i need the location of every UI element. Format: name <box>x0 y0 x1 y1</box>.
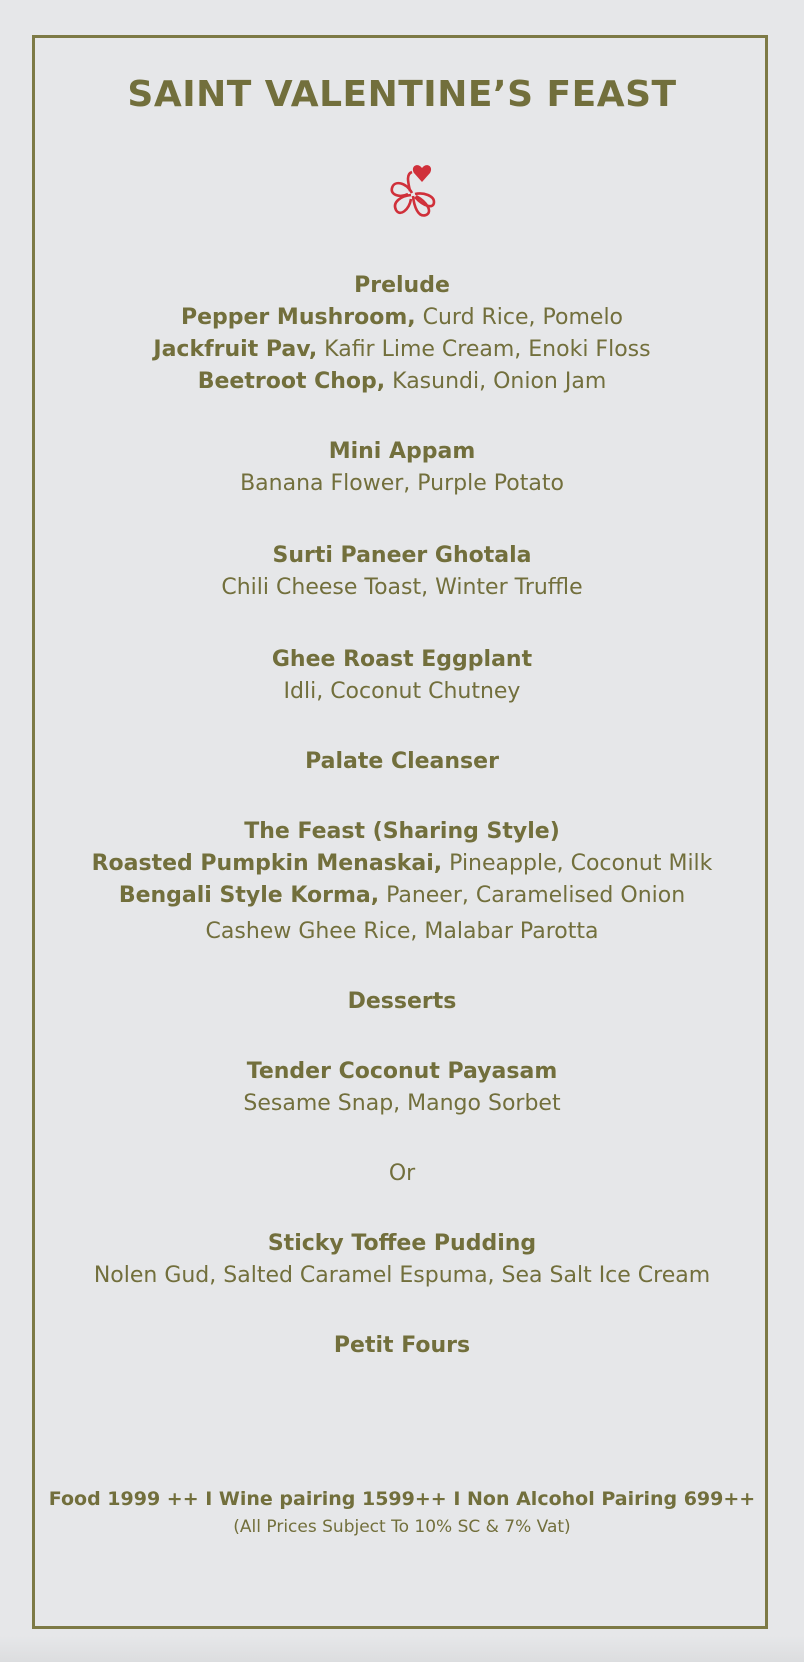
price-footer <box>0 1484 804 1540</box>
course-heading-surti: Surti Paneer Ghotala <box>272 543 532 568</box>
menu-item <box>0 366 804 398</box>
spacer <box>0 948 804 986</box>
course-desc-ghee: Idli, Coconut Chutney <box>283 679 521 704</box>
course-heading-toffee: Sticky Toffee Pudding <box>267 1231 537 1256</box>
menu-item <box>0 848 804 880</box>
course-heading-mini-appam: Mini Appam <box>328 439 476 464</box>
spacer <box>0 500 804 540</box>
spacer <box>0 1190 804 1228</box>
dish-name: Jackfruit Pav, <box>153 337 318 362</box>
dish-desc: Kasundi, Onion Jam <box>385 369 607 394</box>
course-heading-payasam: Tender Coconut Payasam <box>246 1059 558 1084</box>
course-desc-toffee: Nolen Gud, Salted Caramel Espuma, Sea Salt Ice Cream <box>93 1263 711 1288</box>
or-separator: Or <box>388 1161 416 1186</box>
dish-desc: Paneer, Caramelised Onion <box>379 883 686 908</box>
tax-note: (All Prices Subject To 10% SC & 7% Vat) <box>233 1517 571 1537</box>
spacer <box>0 604 804 644</box>
spacer <box>0 1120 804 1158</box>
menu-courses <box>0 270 804 1362</box>
course-desc-payasam: Sesame Snap, Mango Sorbet <box>243 1091 561 1116</box>
course-desc-surti: Chili Cheese Toast, Winter Truffle <box>221 575 583 600</box>
dish-desc: Kafir Lime Cream, Enoki Floss <box>317 337 651 362</box>
menu-item <box>0 334 804 366</box>
dish-desc: Curd Rice, Pomelo <box>415 305 624 330</box>
course-heading-petit: Petit Fours <box>333 1333 471 1358</box>
bottom-shadow <box>0 1636 804 1662</box>
spacer <box>0 708 804 746</box>
menu-item <box>0 880 804 912</box>
course-desc-mini-appam: Banana Flower, Purple Potato <box>240 471 564 496</box>
flower-heart-icon <box>384 162 440 224</box>
dish-name: Beetroot Chop, <box>197 369 386 394</box>
spacer <box>0 398 804 436</box>
course-heading-feast: The Feast (Sharing Style) <box>244 819 560 844</box>
course-heading-prelude: Prelude <box>354 273 450 298</box>
dish-desc: Pineapple, Coconut Milk <box>442 851 713 876</box>
menu-item <box>0 302 804 334</box>
spacer <box>0 1018 804 1056</box>
course-heading-ghee: Ghee Roast Eggplant <box>271 647 533 672</box>
course-heading-desserts: Desserts <box>347 989 457 1014</box>
menu-title: SAINT VALENTINE’S FEAST <box>127 74 677 115</box>
dish-name: Bengali Style Korma, <box>118 883 380 908</box>
feast-sides: Cashew Ghee Rice, Malabar Parotta <box>205 919 599 944</box>
course-heading-cleanser: Palate Cleanser <box>305 749 499 774</box>
spacer <box>0 1292 804 1330</box>
dish-name: Pepper Mushroom, <box>180 305 416 330</box>
dish-name: Roasted Pumpkin Menaskai, <box>91 851 443 876</box>
spacer <box>0 778 804 816</box>
price-line: Food 1999 ++ I Wine pairing 1599++ I Non Alcohol Pairing 699++ <box>48 1488 756 1510</box>
